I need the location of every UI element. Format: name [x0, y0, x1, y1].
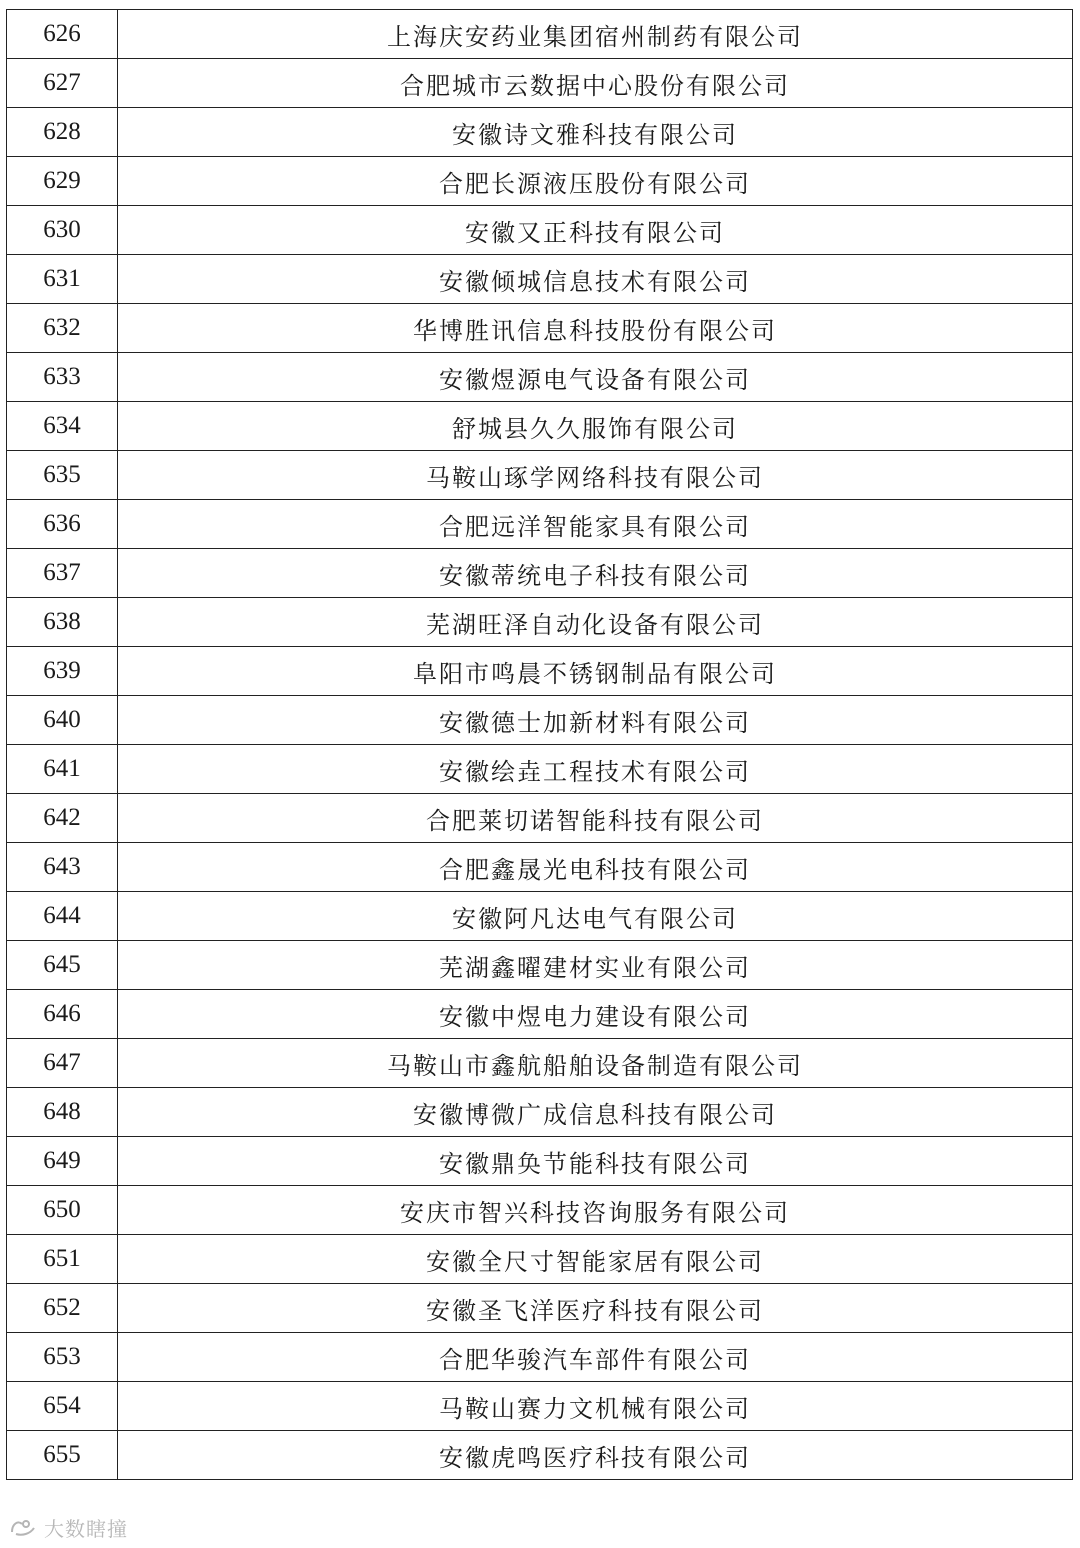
table-row — [7, 843, 1073, 892]
company-name: 安徽全尺寸智能家居有限公司 — [118, 1235, 1073, 1284]
table-row — [7, 1431, 1073, 1480]
table-row — [7, 108, 1073, 157]
row-number: 645 — [7, 941, 118, 990]
row-number: 636 — [7, 500, 118, 549]
table-row — [7, 1382, 1073, 1431]
row-number: 630 — [7, 206, 118, 255]
company-name: 马鞍山琢学网络科技有限公司 — [118, 451, 1073, 500]
row-number: 652 — [7, 1284, 118, 1333]
table-row — [7, 500, 1073, 549]
company-name: 安徽阿凡达电气有限公司 — [118, 892, 1073, 941]
watermark — [8, 1512, 128, 1542]
row-number: 644 — [7, 892, 118, 941]
company-name: 合肥鑫晟光电科技有限公司 — [118, 843, 1073, 892]
table-row — [7, 794, 1073, 843]
row-number: 654 — [7, 1382, 118, 1431]
table-row — [7, 598, 1073, 647]
row-number: 628 — [7, 108, 118, 157]
company-name: 安徽诗文雅科技有限公司 — [118, 108, 1073, 157]
company-name: 上海庆安药业集团宿州制药有限公司 — [118, 10, 1073, 59]
row-number: 655 — [7, 1431, 118, 1480]
row-number: 641 — [7, 745, 118, 794]
company-list-table — [6, 9, 1073, 1480]
row-number: 635 — [7, 451, 118, 500]
table-row — [7, 941, 1073, 990]
company-list-sheet — [6, 9, 1073, 1480]
row-number: 653 — [7, 1333, 118, 1382]
table-row — [7, 255, 1073, 304]
watermark-text: 大数瞎撞 — [44, 1516, 128, 1541]
company-name: 合肥远洋智能家具有限公司 — [118, 500, 1073, 549]
row-number: 637 — [7, 549, 118, 598]
table-row — [7, 10, 1073, 59]
row-number: 642 — [7, 794, 118, 843]
company-name: 华博胜讯信息科技股份有限公司 — [118, 304, 1073, 353]
table-row — [7, 353, 1073, 402]
table-row — [7, 402, 1073, 451]
row-number: 647 — [7, 1039, 118, 1088]
company-name: 安庆市智兴科技咨询服务有限公司 — [118, 1186, 1073, 1235]
company-name: 马鞍山赛力文机械有限公司 — [118, 1382, 1073, 1431]
table-row — [7, 304, 1073, 353]
company-name: 阜阳市鸣晨不锈钢制品有限公司 — [118, 647, 1073, 696]
company-name: 舒城县久久服饰有限公司 — [118, 402, 1073, 451]
row-number: 627 — [7, 59, 118, 108]
table-row — [7, 990, 1073, 1039]
company-name: 安徽倾城信息技术有限公司 — [118, 255, 1073, 304]
row-number: 651 — [7, 1235, 118, 1284]
table-row — [7, 59, 1073, 108]
row-number: 640 — [7, 696, 118, 745]
row-number: 649 — [7, 1137, 118, 1186]
company-name: 芜湖旺泽自动化设备有限公司 — [118, 598, 1073, 647]
company-name: 安徽德士加新材料有限公司 — [118, 696, 1073, 745]
company-name: 安徽博微广成信息科技有限公司 — [118, 1088, 1073, 1137]
company-name: 合肥莱切诺智能科技有限公司 — [118, 794, 1073, 843]
table-row — [7, 1186, 1073, 1235]
table-row — [7, 647, 1073, 696]
company-name: 安徽煜源电气设备有限公司 — [118, 353, 1073, 402]
row-number: 632 — [7, 304, 118, 353]
row-number: 648 — [7, 1088, 118, 1137]
company-list-body — [7, 10, 1073, 1480]
table-row — [7, 892, 1073, 941]
watermark-logo-icon — [8, 1516, 38, 1538]
table-row — [7, 549, 1073, 598]
company-name: 安徽蒂统电子科技有限公司 — [118, 549, 1073, 598]
table-row — [7, 206, 1073, 255]
row-number: 634 — [7, 402, 118, 451]
company-name: 合肥华骏汽车部件有限公司 — [118, 1333, 1073, 1382]
table-row — [7, 1235, 1073, 1284]
table-row — [7, 451, 1073, 500]
company-name: 安徽虎鸣医疗科技有限公司 — [118, 1431, 1073, 1480]
row-number: 639 — [7, 647, 118, 696]
row-number: 650 — [7, 1186, 118, 1235]
table-row — [7, 1137, 1073, 1186]
row-number: 633 — [7, 353, 118, 402]
row-number: 643 — [7, 843, 118, 892]
table-row — [7, 1039, 1073, 1088]
company-name: 安徽绘垚工程技术有限公司 — [118, 745, 1073, 794]
company-name: 安徽中煜电力建设有限公司 — [118, 990, 1073, 1039]
company-name: 安徽又正科技有限公司 — [118, 206, 1073, 255]
table-row — [7, 1284, 1073, 1333]
company-name: 安徽圣飞洋医疗科技有限公司 — [118, 1284, 1073, 1333]
company-name: 马鞍山市鑫航船舶设备制造有限公司 — [118, 1039, 1073, 1088]
company-name: 芜湖鑫曜建材实业有限公司 — [118, 941, 1073, 990]
table-row — [7, 745, 1073, 794]
table-row — [7, 696, 1073, 745]
row-number: 631 — [7, 255, 118, 304]
row-number: 626 — [7, 10, 118, 59]
table-row — [7, 1088, 1073, 1137]
company-name: 合肥城市云数据中心股份有限公司 — [118, 59, 1073, 108]
company-name: 合肥长源液压股份有限公司 — [118, 157, 1073, 206]
row-number: 638 — [7, 598, 118, 647]
row-number: 646 — [7, 990, 118, 1039]
table-row — [7, 1333, 1073, 1382]
row-number: 629 — [7, 157, 118, 206]
company-name: 安徽鼎奂节能科技有限公司 — [118, 1137, 1073, 1186]
table-row — [7, 157, 1073, 206]
